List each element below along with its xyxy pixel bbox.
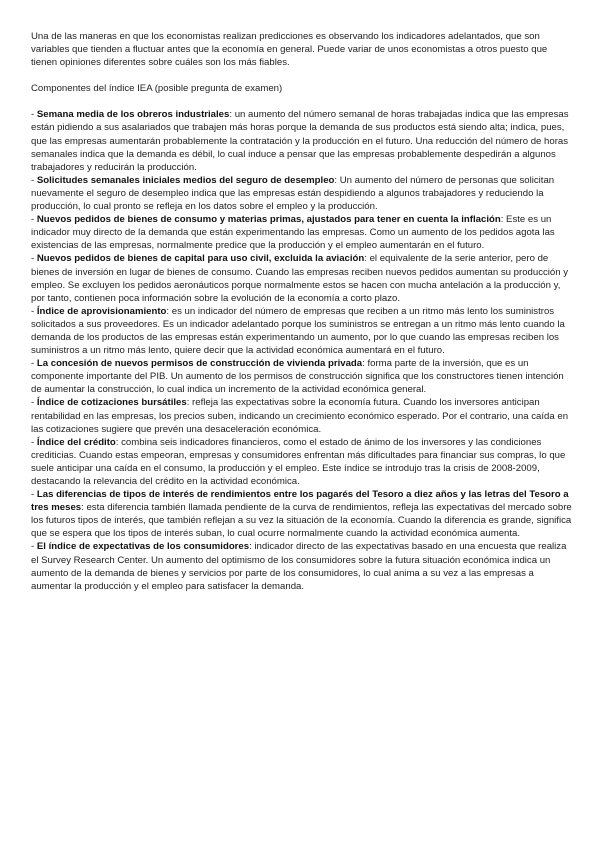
item-term: Semana media de los obreros industriales: [36, 109, 230, 121]
item-term: El índice de expectativas de los consumidores: [36, 541, 250, 553]
item-term: Índice de aprovisionamiento: [36, 305, 167, 317]
item-text: : un aumento del número semanal de horas trabajadas indica que las empresas están pidiendo a sus asalariados que trabajen más horas porque la demanda de sus productos está siendo alta; indica, pues, que las empresas aumentarán probablemente la contratación y la producción en el futuro. Una reducción del número de horas semanales indica que la demanda es débil, lo cual induce a pensar que las empresas probablemente despedirán a algunos trabajadores y reducirán la producción.: [31, 109, 569, 173]
list-item: [31, 213, 572, 252]
item-text: : el equivalente de la serie anterior, pero de bienes de inversión en lugar de bienes de consumo. Cuando las empresas reciben nuevos pedidos aumentan su producción y empleo. Se excluyen los pedidos aeronáuticos porque normalmente estos se hacen con mucha antelación a la producción y, por tanto, contienen poca información sobre la evolución de la economía a corto plazo.: [31, 253, 569, 304]
item-dash: -: [31, 305, 37, 317]
list-item: [31, 396, 572, 435]
spacer: [31, 95, 572, 108]
item-text: : esta diferencia también llamada pendiente de la curva de rendimientos, refleja las expectativas del mercado sobre los futuros tipos de interés, que también reflejan a su vez la situación de la economía. Cuando la diferencia es grande, significa que se espera que los tipos de interés suban, lo cual ocurre normalmente cuando la actividad económica aumenta.: [31, 502, 572, 540]
item-dash: -: [31, 358, 37, 370]
item-text: : refleja las expectativas sobre la economía futura. Cuando los inversores anticipan rentabilidad en las empresas, los precios suben, indicando un crecimiento económico esperado. Por el contrario, una caída en las cotizaciones sugiere que prevén una desaceleración económica.: [31, 397, 569, 435]
item-dash: -: [31, 397, 37, 409]
item-dash: -: [31, 109, 37, 121]
item-term: La concesión de nuevos permisos de construcción de vivienda privada: [36, 358, 363, 370]
list-item: [31, 305, 572, 357]
item-dash: -: [31, 489, 37, 501]
item-dash: -: [31, 174, 37, 186]
item-text: : forma parte de la inversión, que es un componente importante del PIB. Un aumento de los permisos de construcción significa que los constructores tienen intención de aumentar la construcción, lo cual indica un incremento de la actividad económica general.: [31, 358, 564, 396]
list-item: [31, 488, 572, 540]
list-item: [31, 252, 572, 304]
item-text: : Un aumento del número de personas que solicitan nuevamente el seguro de desempleo indica que las empresas están despidiendo a algunos trabajadores y reduciendo la producción, lo cual pronto se refleja en los datos sobre el empleo y la producción.: [31, 174, 555, 213]
item-dash: -: [31, 541, 37, 553]
list-item: [31, 174, 572, 213]
item-text: : es un indicador del número de empresas que reciben a un ritmo más lento los suministros solicitados a sus proveedores. Es un indicador adelantado porque los suministros se entregan a un ritmo más lento cuando la demanda de los productos de las empresas están experimentando un aumento, por lo que cuando las empresas reciben los suministros a un ritmo más lento, quiere decir que la actividad económica aumentará en el futuro.: [31, 305, 565, 357]
item-text: : combina seis indicadores financieros, como el estado de ánimo de los inversores y las condiciones crediticias. Cuando estas empeoran, empresas y consumidores enfrentan más dificultades para financiar sus compras, lo que suele anticipar una caída en el consumo, la producción y el empleo. Este índice se introdujo tras la crisis de 2008-2009, destacando la relevancia del crédito en la actividad económica.: [31, 436, 566, 487]
item-term: Nuevos pedidos de bienes de capital para uso civil, excluida la aviación: [36, 253, 365, 265]
item-term: Índice de cotizaciones bursátiles: [36, 397, 187, 409]
item-dash: -: [31, 214, 37, 226]
list-item: [31, 108, 572, 173]
list-item: [31, 436, 572, 488]
item-dash: -: [31, 436, 37, 448]
item-term: Las diferencias de tipos de interés de rendimientos entre los pagarés del Tesoro a diez años y las letras del Tesoro a tres meses: [31, 489, 569, 514]
intro-paragraph: Una de las maneras en que los economistas realizan predicciones es observando los indicadores adelantados, que son variables que tienden a fluctuar antes que la economía en general. Puede variar de unos economistas a otros puesto que tienen opiniones diferentes sobre cuáles son los más fiables.: [31, 31, 548, 69]
list-item: [31, 540, 572, 592]
item-dash: -: [31, 253, 37, 265]
list-item: [31, 357, 572, 396]
item-term: Índice del crédito: [36, 436, 116, 448]
item-term: Solicitudes semanales iniciales medios del seguro de desempleo: [36, 174, 335, 186]
section-title: Componentes del índice IEA (posible pregunta de examen): [31, 83, 283, 95]
spacer: [31, 69, 572, 82]
item-text: : Este es un indicador muy directo de la demanda que están experimentando las empresas. Como un aumento de los pedidos agota las existencias de las empresas, normalmente predice que la producción y el empleo aumentarán en el futuro.: [31, 214, 555, 252]
item-term: Nuevos pedidos de bienes de consumo y materias primas, ajustados para tener en cuenta la inflación: [36, 214, 501, 226]
item-text: : indicador directo de las expectativas basado en una encuesta que realiza el Survey Research Center. Un aumento del optimismo de los consumidores sobre la futura situación económica indica un aumento de la demanda de bienes y servicios por parte de los consumidores, lo cual anima a su vez a las empresas a aumentar la producción y el empleo para satisfacer la demanda.: [31, 541, 567, 592]
